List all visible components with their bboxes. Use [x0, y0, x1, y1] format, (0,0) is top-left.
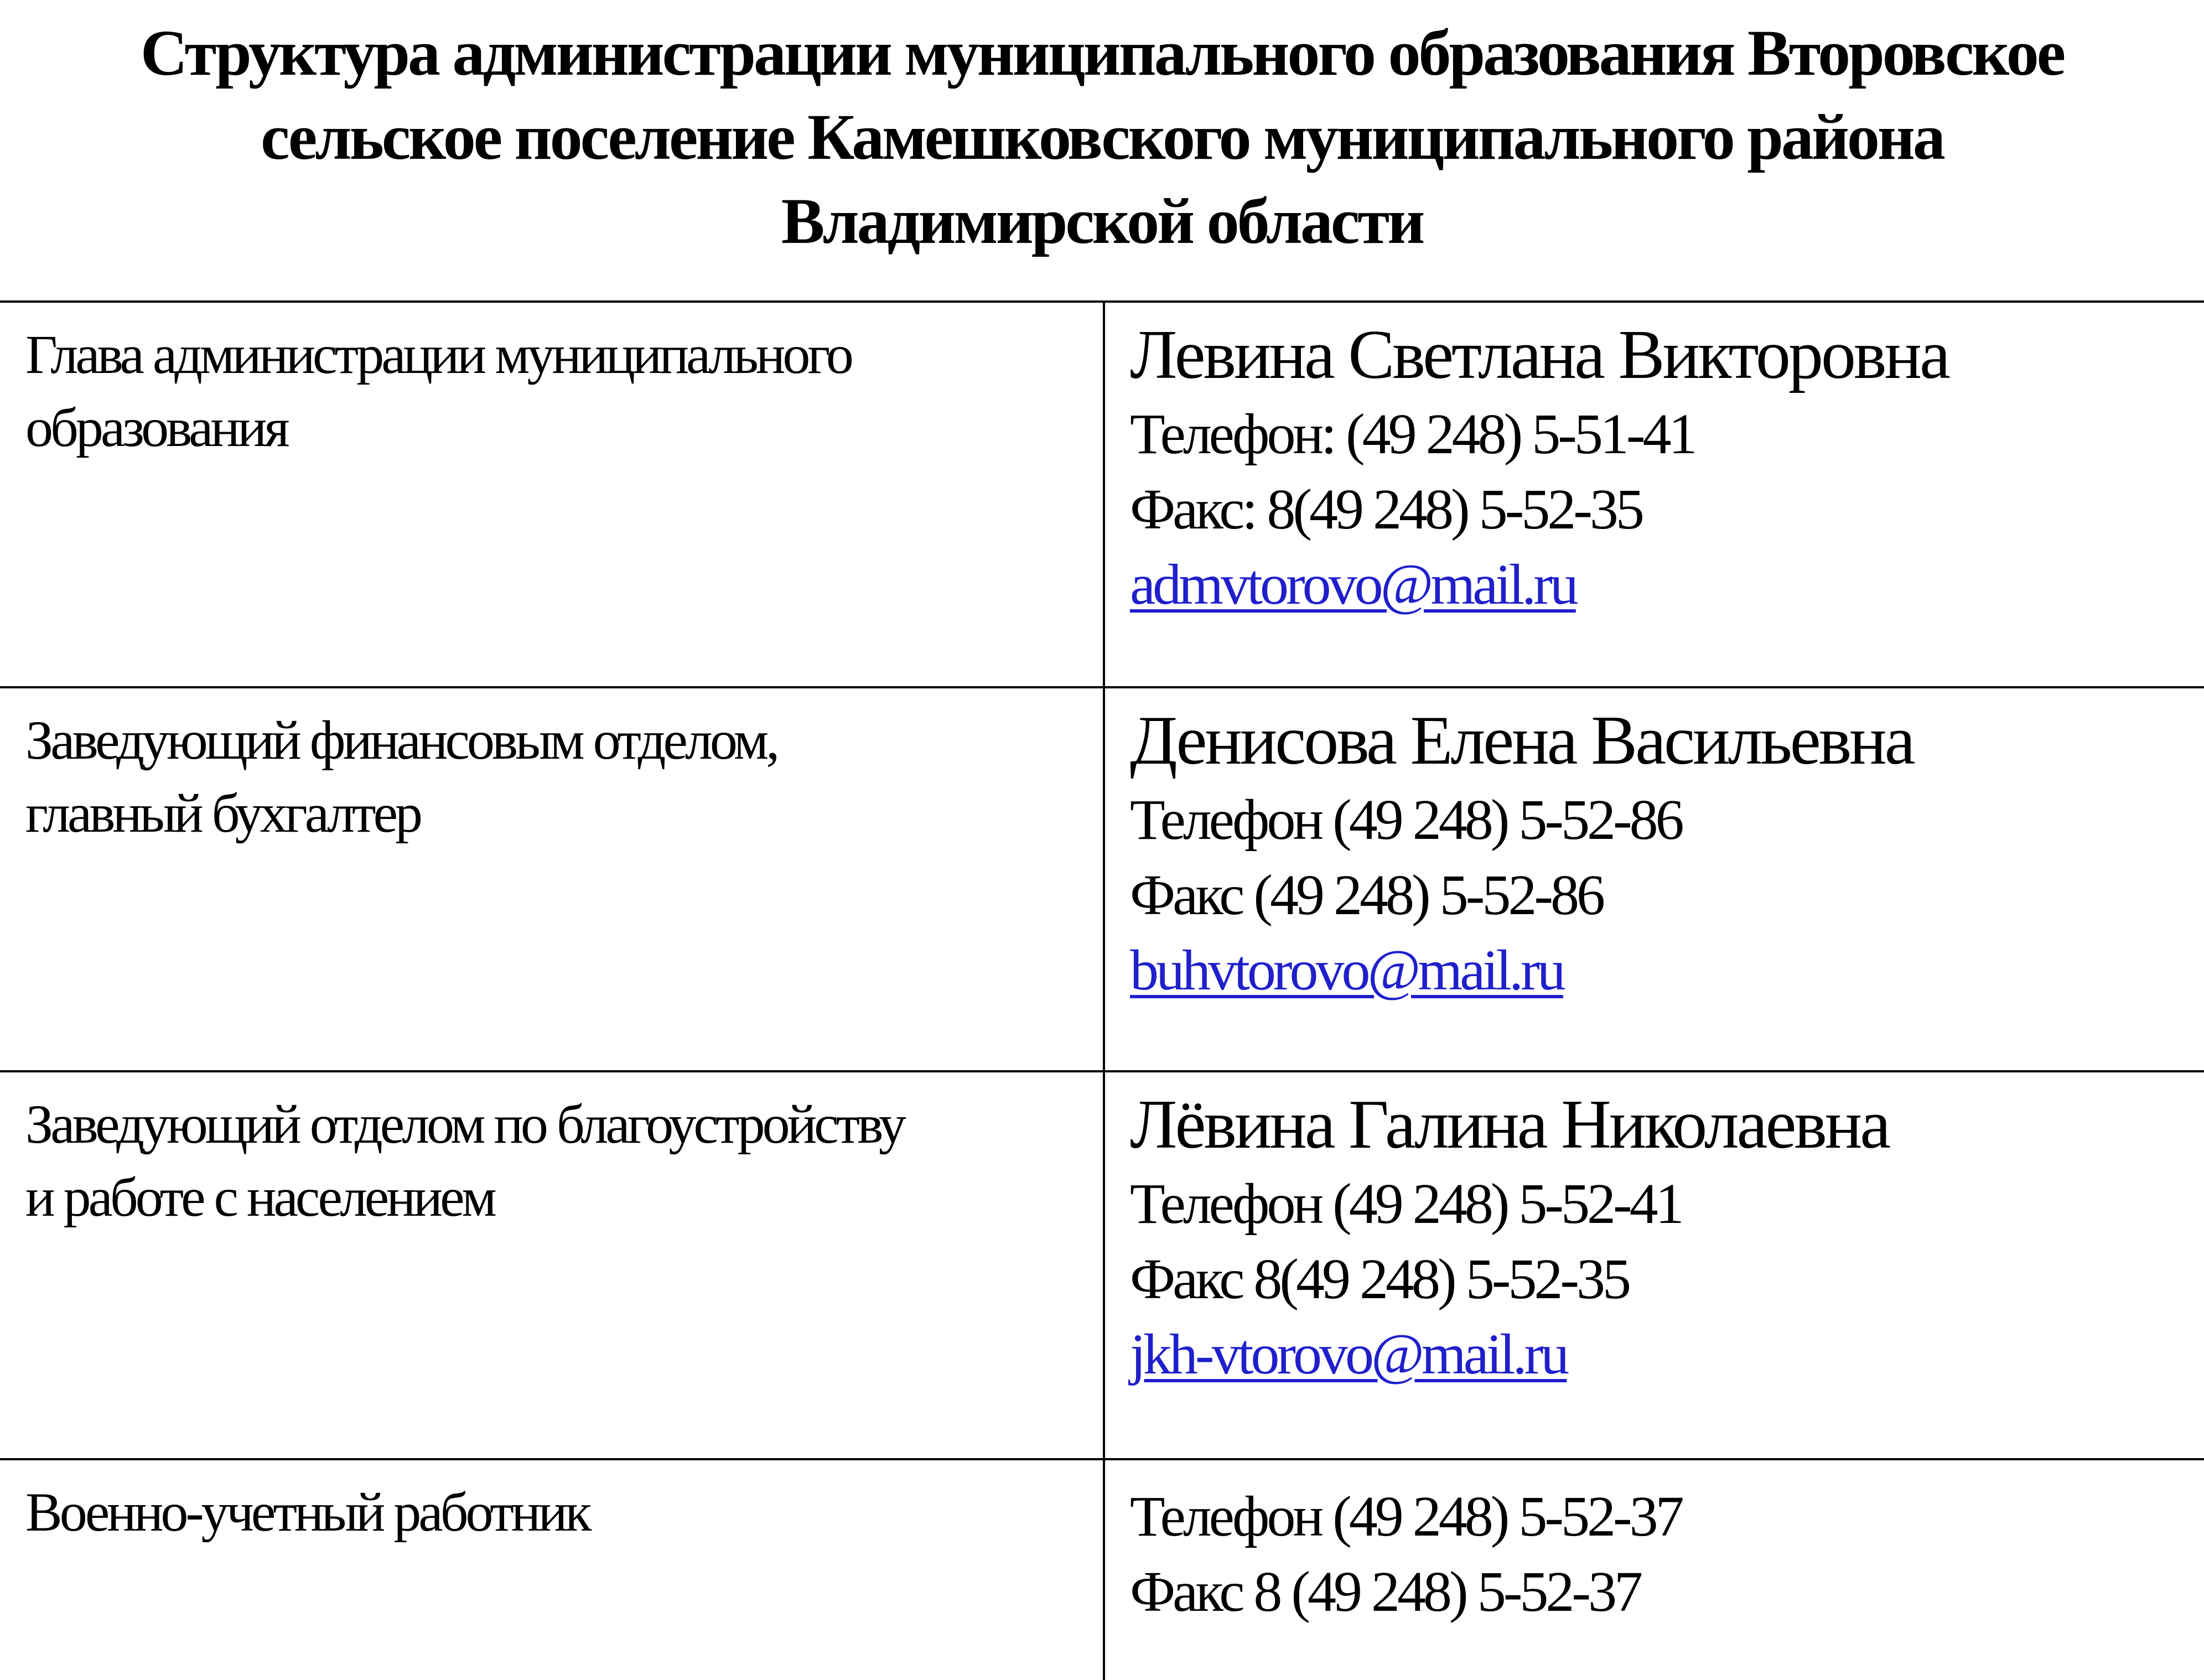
position-title-cont: главный бухгалтер [25, 782, 420, 844]
phone-number: Телефон: (49 248) 5-51-41 [1130, 402, 1695, 466]
fax-number: Факс 8(49 248) 5-52-35 [1130, 1247, 1629, 1311]
position-title: Заведующий финансовым отделом, [25, 709, 777, 771]
person-name: Лёвина Галина Николаевна [1130, 1086, 1889, 1163]
position-cell [0, 687, 1104, 1071]
phone-number: Телефон (49 248) 5-52-41 [1130, 1172, 1682, 1236]
contact-cell [1104, 302, 2204, 687]
contact-cell [1104, 687, 2204, 1071]
email-link[interactable]: buhvtorovo@mail.ru [1130, 938, 1563, 1002]
title-line-1: Структура администрации муниципального образования Второвское [140, 17, 2064, 89]
contact-cell [1104, 1071, 2204, 1459]
person-name: Левина Светлана Викторовна [1130, 317, 1948, 393]
contact-cell [1104, 1459, 2204, 1680]
fax-number: Факс: 8(49 248) 5-52-35 [1130, 478, 1642, 541]
table-row [0, 302, 2204, 687]
position-title: Заведующий отделом по благоустройству [25, 1093, 904, 1155]
table-row [0, 1459, 2204, 1680]
position-title: Глава администрации муниципального [25, 324, 851, 385]
staff-table [0, 300, 2204, 1680]
email-link[interactable]: jkh-vtorovo@mail.ru [1130, 1323, 1567, 1386]
title-line-2: сельское поселение Камешковского муниципального района [261, 101, 1943, 173]
person-name: Денисова Елена Васильевна [1130, 702, 1913, 779]
fax-number: Факс (49 248) 5-52-86 [1130, 863, 1603, 927]
phone-number: Телефон (49 248) 5-52-37 [1130, 1485, 1682, 1548]
position-cell [0, 302, 1104, 687]
table-row [0, 1071, 2204, 1459]
fax-number: Факс 8 (49 248) 5-52-37 [1130, 1560, 1640, 1624]
document-title [0, 11, 2204, 263]
phone-number: Телефон (49 248) 5-52-86 [1130, 788, 1682, 852]
position-cell [0, 1459, 1104, 1680]
position-title: Военно-учетный работник [25, 1481, 589, 1543]
position-cell [0, 1071, 1104, 1459]
position-title-cont: и работе с населением [25, 1166, 494, 1228]
title-line-3: Владимирской области [781, 185, 1423, 257]
email-link[interactable]: admvtorovo@mail.ru [1130, 553, 1576, 616]
table-row [0, 687, 2204, 1071]
position-title-cont: образования [25, 397, 287, 458]
